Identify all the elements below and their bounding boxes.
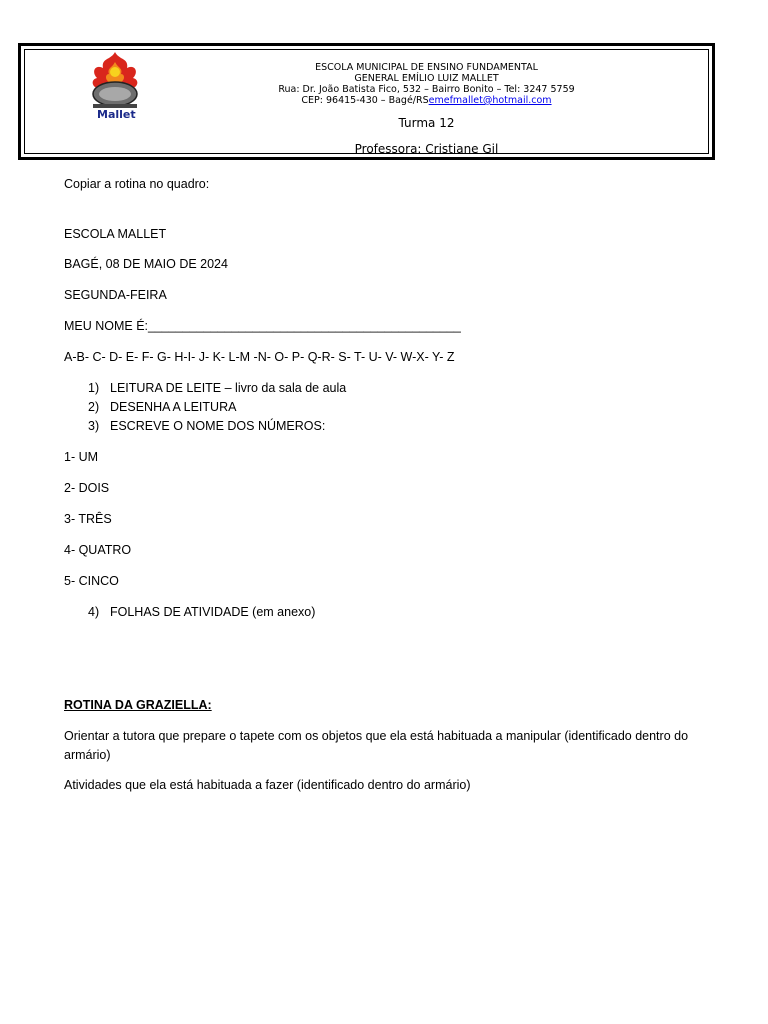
number-word: 3- TRÊS [64,512,112,526]
number-word: 4- QUATRO [64,543,132,557]
list-item [88,605,315,619]
routine-paragraph-1: Orientar a tutora que prepare o tapete com os objetos que ela está habituada a manipular (identificado dentro do armário) [64,729,689,762]
list-item [88,381,346,395]
email-link[interactable]: emefmallet@hotmail.com [428,95,552,106]
routine-title: ROTINA DA GRAZIELLA: [64,698,212,712]
copy-instruction: Copiar a rotina no quadro: [64,177,210,191]
list-text: LEITURA DE LEITE – livro da sala de aula [110,381,347,395]
alphabet-line: A-B- C- D- E- F- G- H-I- J- K- L-M -N- O- P- Q-R- S- T- U- V- W-X- Y- Z [64,350,455,364]
school-address-block [155,62,698,106]
list-number: 3) [88,419,100,433]
logo-text: Mallet [97,108,136,121]
teacher-label: Professora: Cristiane Gil [354,142,499,156]
date-line: BAGÉ, 08 DE MAIO DE 2024 [64,257,228,271]
letterhead-box [18,43,715,160]
list-text: FOLHAS DE ATIVIDADE (em anexo) [110,605,316,619]
list-item [88,400,236,414]
school-name: ESCOLA MALLET [64,227,167,241]
school-name-line2: GENERAL EMÍLIO LUIZ MALLET [354,73,499,84]
school-name-line1: ESCOLA MUNICIPAL DE ENSINO FUNDAMENTAL [315,62,538,73]
letterhead-inner-border [24,49,709,154]
cep-text: CEP: 96415-430 – Bagé/RS [301,95,429,106]
list-item [88,419,325,433]
number-word: 5- CINCO [64,574,119,588]
list-number: 2) [88,400,100,414]
school-address-line: Rua: Dr. João Batista Fico, 532 – Bairro Bonito – Tel: 3247 5759 [278,84,575,95]
number-word: 2- DOIS [64,481,110,495]
list-text: DESENHA A LEITURA [110,400,237,414]
class-label: Turma 12 [398,116,455,130]
name-line: MEU NOME É:_____________________________________________ [64,319,461,333]
list-text: ESCREVE O NOME DOS NÚMEROS: [110,419,326,433]
weekday-line: SEGUNDA-FEIRA [64,288,167,302]
routine-paragraph-2: Atividades que ela está habituada a fazer (identificado dentro do armário) [64,778,471,792]
school-cep-line [155,95,698,106]
number-word: 1- UM [64,450,99,464]
list-number: 4) [88,605,100,619]
list-number: 1) [88,381,100,395]
